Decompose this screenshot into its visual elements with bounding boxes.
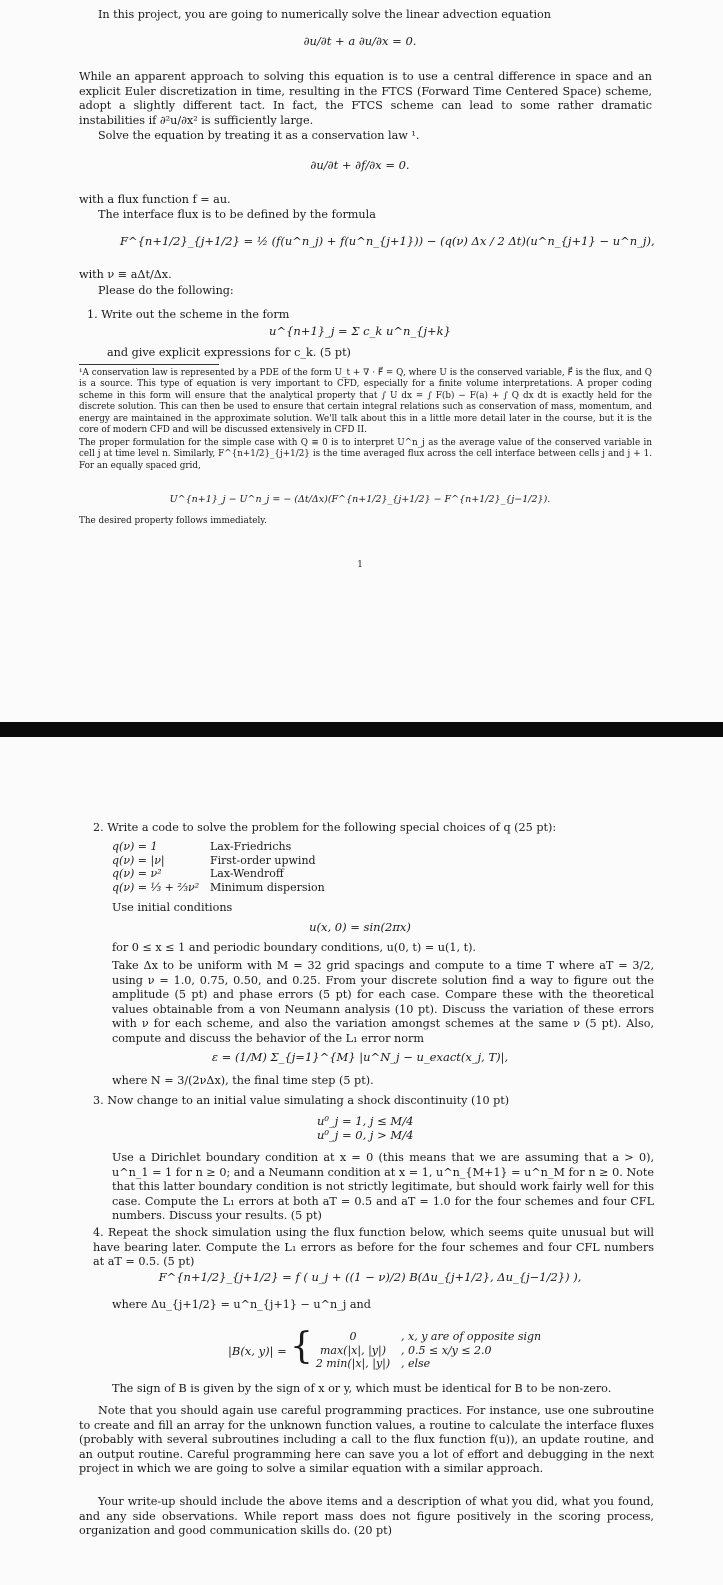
- writeup-paragraph: Your write-up should include the above items and a description of what you did, what you found, and any side observations. While report mass does not figure positively in the scoring process, organization and good communication skills do. (20 pt): [79, 1495, 654, 1538]
- nu-definition: with ν ≡ aΔt/Δx.: [79, 268, 172, 281]
- item-4: 4. Repeat the shock simulation using the flux function below, which seems quite unusual but will have bearing later. Compute the L₁ errors as before for the four schemes and four CFL numbers at aT = 0.5. (5 pt): [93, 1226, 654, 1269]
- item-1: 1. Write out the scheme in the form: [87, 308, 290, 321]
- scheme-name: Lax-Friedrichs: [210, 840, 292, 853]
- b-case-row: [305, 1344, 541, 1358]
- b-function-cases: [305, 1330, 541, 1371]
- initial-condition-equation: u(x, 0) = sin(2πx): [309, 920, 411, 934]
- scheme-q: q(ν) = ⅓ + ⅔ν²: [112, 880, 200, 894]
- periodic-text: for 0 ≤ x ≤ 1 and periodic boundary conditions, u(0, t) = u(1, t).: [112, 941, 476, 954]
- b-case-condition: , 0.5 ≤ x/y ≤ 2.0: [401, 1343, 492, 1357]
- finite-volume-equation: U^{n+1}_j − U^n_j = − (Δt/Δx)(F^{n+1/2}_{j+1/2} − F^{n+1/2}_{j−1/2}).: [169, 494, 551, 505]
- error-norm-equation: ε = (1/M) Σ_{j=1}^{M} |u^N_j − u_exact(x_j, T)|,: [211, 1050, 509, 1064]
- b-case-row: [305, 1357, 541, 1371]
- scheme-table: [112, 840, 325, 894]
- take-paragraph: Take Δx to be uniform with M = 32 grid spacings and compute to a time T where aT = 3/2, using ν = 1.0, 0.75, 0.50, and 0.25. From your discrete solution find a way to figure out the amplitude (5 pt) and phase errors (5 pt) for each case. Compare these with the theoretical values obtainable from a von Neumann analysis (10 pt). Discuss the variation of these errors with ν for each scheme, and also the variation amongst schemes at the same ν (5 pt). Also, compute and discuss the behavior of the L₁ error norm: [112, 959, 654, 1045]
- footnote-2: The proper formulation for the simple case with Q ≡ 0 is to interpret U^n_j as the average value of the conserved variable in cell j at time level n. Similarly, F^{n+1/2}_{j+1/2} is the time averaged flux across the cell interface between cells j and j + 1. For an equally spaced grid,: [79, 438, 652, 471]
- conservation-equation: ∂u/∂t + ∂f/∂x = 0.: [310, 158, 410, 172]
- limited-flux-equation: F^{n+1/2}_{j+1/2} = f ( u_j + ((1 − ν)/2) B(Δu_{j+1/2}, Δu_{j−1/2}) ),: [158, 1270, 582, 1284]
- item-3: 3. Now change to an initial value simulating a shock discontinuity (10 pt): [93, 1094, 510, 1107]
- please-text: Please do the following:: [98, 284, 234, 297]
- scheme-q: q(ν) = ν²: [112, 867, 162, 881]
- footnote-1: ¹A conservation law is represented by a PDE of the form U_t + ∇ · F⃗ = Q, where U is the conserved variable, F⃗ is the flux, and Q is a source. This type of equation is very important to CFD, especially for a finite volume interpretations. A proper coding scheme in this form will ensure that the analytical property that ∫ U dx = ∫ F(b) − F(a) + ∫ Q dx dt is exactly held for the discrete solution. This can then be used to ensure that certain integral relations such as conservation of mass, momentum, and energy are maintained in the approximate solution. We'll talk about this in a little more detail later in the course, but it is the core of modern CFD and will be discussed extensively in CFD II.: [79, 368, 652, 436]
- intro-text: In this project, you are going to numerically solve the linear advection equation: [98, 8, 551, 21]
- ftcs-paragraph: While an apparent approach to solving this equation is to use a central difference in space and an explicit Euler discretization in time, resulting in the FTCS (Forward Time Centered Space) scheme, adopt a slightly different tact. In fact, the FTCS scheme can lead to some rather dramatic instabilities if ∂²u/∂x² is sufficiently large.: [79, 70, 652, 127]
- shock-condition-1: u⁰_j = 1, j ≤ M/4: [317, 1114, 414, 1128]
- b-case-row: [305, 1330, 541, 1344]
- page-number: 1: [357, 560, 363, 570]
- scheme-row: [112, 840, 325, 854]
- b-case-condition: , else: [401, 1357, 431, 1371]
- scheme-name: Minimum dispersion: [210, 880, 325, 894]
- b-case-value: 0: [349, 1330, 357, 1343]
- b-case-condition: , x, y are of opposite sign: [401, 1330, 542, 1343]
- scheme-row: [112, 881, 325, 895]
- b-function-lhs: |B(x, y)| =: [228, 1344, 287, 1358]
- scheme-equation: u^{n+1}_j = Σ c_k u^n_{j+k}: [269, 324, 451, 338]
- use-initial-conditions: Use initial conditions: [112, 901, 233, 914]
- item-2: 2. Write a code to solve the problem for the following special choices of q (25 pt):: [93, 821, 557, 834]
- advection-equation: ∂u/∂t + a ∂u/∂x = 0.: [303, 34, 417, 48]
- shock-condition-2: u⁰_j = 0, j > M/4: [317, 1128, 414, 1142]
- footnote-rule: [79, 364, 219, 365]
- scheme-row: [112, 854, 325, 868]
- b-case-value: 2 min(|x|, |y|): [315, 1357, 391, 1371]
- scheme-name: Lax-Wendroff: [210, 867, 284, 881]
- b-case-value: max(|x|, |y|): [319, 1343, 386, 1357]
- page-1: [0, 0, 723, 722]
- interface-flux-intro: The interface flux is to be defined by the formula: [98, 208, 376, 221]
- where-delta-text: where Δu_{j+1/2} = u^n_{j+1} − u^n_j and: [112, 1298, 371, 1311]
- sign-b-text: The sign of B is given by the sign of x or y, which must be identical for B to be non-zero.: [112, 1382, 612, 1395]
- conservation-intro: Solve the equation by treating it as a conservation law ¹.: [98, 129, 420, 142]
- page-separator: [0, 722, 723, 737]
- scheme-name: First-order upwind: [210, 853, 316, 867]
- where-n-text: where N = 3/(2νΔx), the final time step (5 pt).: [112, 1074, 374, 1087]
- scheme-row: [112, 867, 325, 881]
- item-1-tail: and give explicit expressions for c_k. (5 pt): [107, 346, 351, 359]
- scheme-q: q(ν) = 1: [112, 840, 158, 853]
- scheme-q: q(ν) = |ν|: [112, 853, 165, 867]
- programming-note: Note that you should again use careful programming practices. For instance, use one subroutine to create and fill an array for the unknown function values, a routine to calculate the interface fluxes (probably with several subroutines including a call to the flux function f(u)), an update routine, and an output routine. Careful programming here can save you a lot of effort and debugging in the next project in which we are going to solve a similar equation with a similar approach.: [79, 1404, 654, 1476]
- interface-flux-equation: F^{n+1/2}_{j+1/2} = ½ (f(u^n_j) + f(u^n_{j+1})) − (q(ν) Δx / 2 Δt)(u^n_{j+1} − u^n_j),: [120, 234, 655, 248]
- brace: {: [290, 1326, 313, 1367]
- flux-function-text: with a flux function f = au.: [79, 193, 231, 206]
- dirichlet-paragraph: Use a Dirichlet boundary condition at x = 0 (this means that we are assuming that a > 0), u^n_1 = 1 for n ≥ 0; and a Neumann condition at x = 1, u^n_{M+1} = u^n_M for n ≥ 0. Note that this latter boundary condition is not strictly legitimate, but should work fairly well for this case. Compute the L₁ errors at both aT = 0.5 and aT = 1.0 for the four schemes and four CFL numbers. Discuss your results. (5 pt): [112, 1151, 654, 1223]
- page-2: [0, 737, 723, 1585]
- footnote-3: The desired property follows immediately.: [79, 516, 267, 526]
